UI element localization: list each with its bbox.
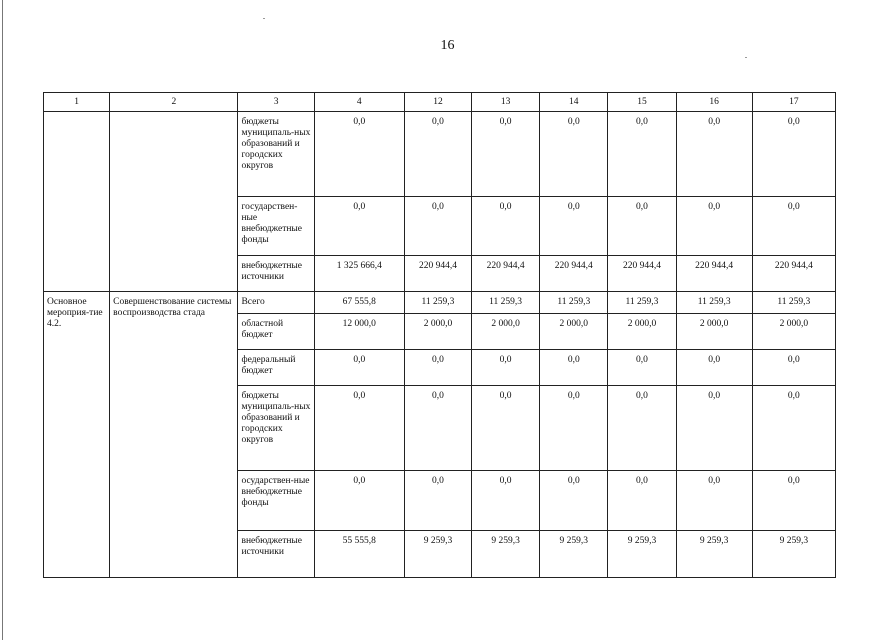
value-cell: 0,0	[676, 350, 752, 386]
scan-speck	[745, 57, 747, 58]
column-header: 14	[540, 93, 608, 112]
value-cell: 0,0	[608, 350, 676, 386]
value-cell: 0,0	[540, 112, 608, 197]
value-cell: 9 259,3	[608, 531, 676, 578]
value-cell: 0,0	[314, 197, 404, 256]
value-cell: 0,0	[608, 386, 676, 471]
column-header: 12	[404, 93, 471, 112]
value-cell: 0,0	[314, 386, 404, 471]
event-title: Совершенствование системы воспроизводства стада	[110, 292, 238, 578]
scan-speck	[263, 18, 265, 19]
value-cell: 0,0	[540, 471, 608, 531]
value-cell: 0,0	[404, 197, 471, 256]
event-name: Основное мероприя-тие 4.2.	[44, 292, 110, 578]
budget-table	[43, 92, 836, 578]
value-cell: 11 259,3	[540, 292, 608, 314]
page-left-edge	[2, 0, 3, 640]
value-cell: 9 259,3	[472, 531, 540, 578]
funding-source: областной бюджет	[238, 314, 314, 350]
value-cell: 0,0	[314, 112, 404, 197]
value-cell: 0,0	[540, 197, 608, 256]
funding-source: Всего	[238, 292, 314, 314]
column-header: 2	[110, 93, 238, 112]
value-cell: 0,0	[314, 350, 404, 386]
value-cell: 11 259,3	[608, 292, 676, 314]
value-cell: 12 000,0	[314, 314, 404, 350]
value-cell: 2 000,0	[752, 314, 835, 350]
value-cell: 0,0	[404, 350, 471, 386]
value-cell: 0,0	[608, 197, 676, 256]
value-cell: 9 259,3	[752, 531, 835, 578]
value-cell: 220 944,4	[472, 256, 540, 292]
value-cell: 0,0	[676, 471, 752, 531]
value-cell: 220 944,4	[676, 256, 752, 292]
value-cell: 0,0	[752, 350, 835, 386]
value-cell: 220 944,4	[540, 256, 608, 292]
title-cell-empty	[110, 112, 238, 292]
value-cell: 0,0	[540, 350, 608, 386]
column-header: 3	[238, 93, 314, 112]
funding-source: внебюджетные источники	[238, 531, 314, 578]
value-cell: 0,0	[404, 386, 471, 471]
value-cell: 0,0	[472, 471, 540, 531]
value-cell: 2 000,0	[608, 314, 676, 350]
value-cell: 2 000,0	[676, 314, 752, 350]
value-cell: 2 000,0	[472, 314, 540, 350]
value-cell: 0,0	[676, 112, 752, 197]
table-row	[44, 112, 836, 197]
value-cell: 11 259,3	[752, 292, 835, 314]
table-header-row	[44, 93, 836, 112]
value-cell: 9 259,3	[540, 531, 608, 578]
value-cell: 0,0	[752, 471, 835, 531]
value-cell: 220 944,4	[404, 256, 471, 292]
funding-source: внебюджетные источники	[238, 256, 314, 292]
column-header: 15	[608, 93, 676, 112]
value-cell: 0,0	[540, 386, 608, 471]
value-cell: 220 944,4	[752, 256, 835, 292]
value-cell: 11 259,3	[676, 292, 752, 314]
column-header: 1	[44, 93, 110, 112]
value-cell: 9 259,3	[404, 531, 471, 578]
value-cell: 0,0	[676, 197, 752, 256]
column-header: 4	[314, 93, 404, 112]
funding-source: бюджеты муниципаль-ных образований и городских округов	[238, 112, 314, 197]
column-header: 17	[752, 93, 835, 112]
value-cell: 0,0	[676, 386, 752, 471]
funding-source: федеральный бюджет	[238, 350, 314, 386]
value-cell: 0,0	[752, 197, 835, 256]
table-row	[44, 292, 836, 314]
value-cell: 0,0	[404, 112, 471, 197]
value-cell: 55 555,8	[314, 531, 404, 578]
value-cell: 0,0	[472, 197, 540, 256]
column-header: 13	[472, 93, 540, 112]
value-cell: 0,0	[472, 386, 540, 471]
value-cell: 220 944,4	[608, 256, 676, 292]
value-cell: 0,0	[472, 350, 540, 386]
value-cell: 11 259,3	[472, 292, 540, 314]
value-cell: 67 555,8	[314, 292, 404, 314]
value-cell: 0,0	[608, 112, 676, 197]
column-header: 16	[676, 93, 752, 112]
funding-source: бюджеты муниципаль-ных образований и городских округов	[238, 386, 314, 471]
value-cell: 2 000,0	[540, 314, 608, 350]
event-cell-empty	[44, 112, 110, 292]
value-cell: 11 259,3	[404, 292, 471, 314]
value-cell: 0,0	[752, 386, 835, 471]
value-cell: 0,0	[404, 471, 471, 531]
funding-source: государствен-ные внебюджетные фонды	[238, 197, 314, 256]
page-number: 16	[440, 38, 455, 53]
value-cell: 0,0	[752, 112, 835, 197]
value-cell: 2 000,0	[404, 314, 471, 350]
value-cell: 0,0	[314, 471, 404, 531]
value-cell: 0,0	[472, 112, 540, 197]
value-cell: 1 325 666,4	[314, 256, 404, 292]
value-cell: 9 259,3	[676, 531, 752, 578]
value-cell: 0,0	[608, 471, 676, 531]
funding-source: осударствен-ные внебюджетные фонды	[238, 471, 314, 531]
